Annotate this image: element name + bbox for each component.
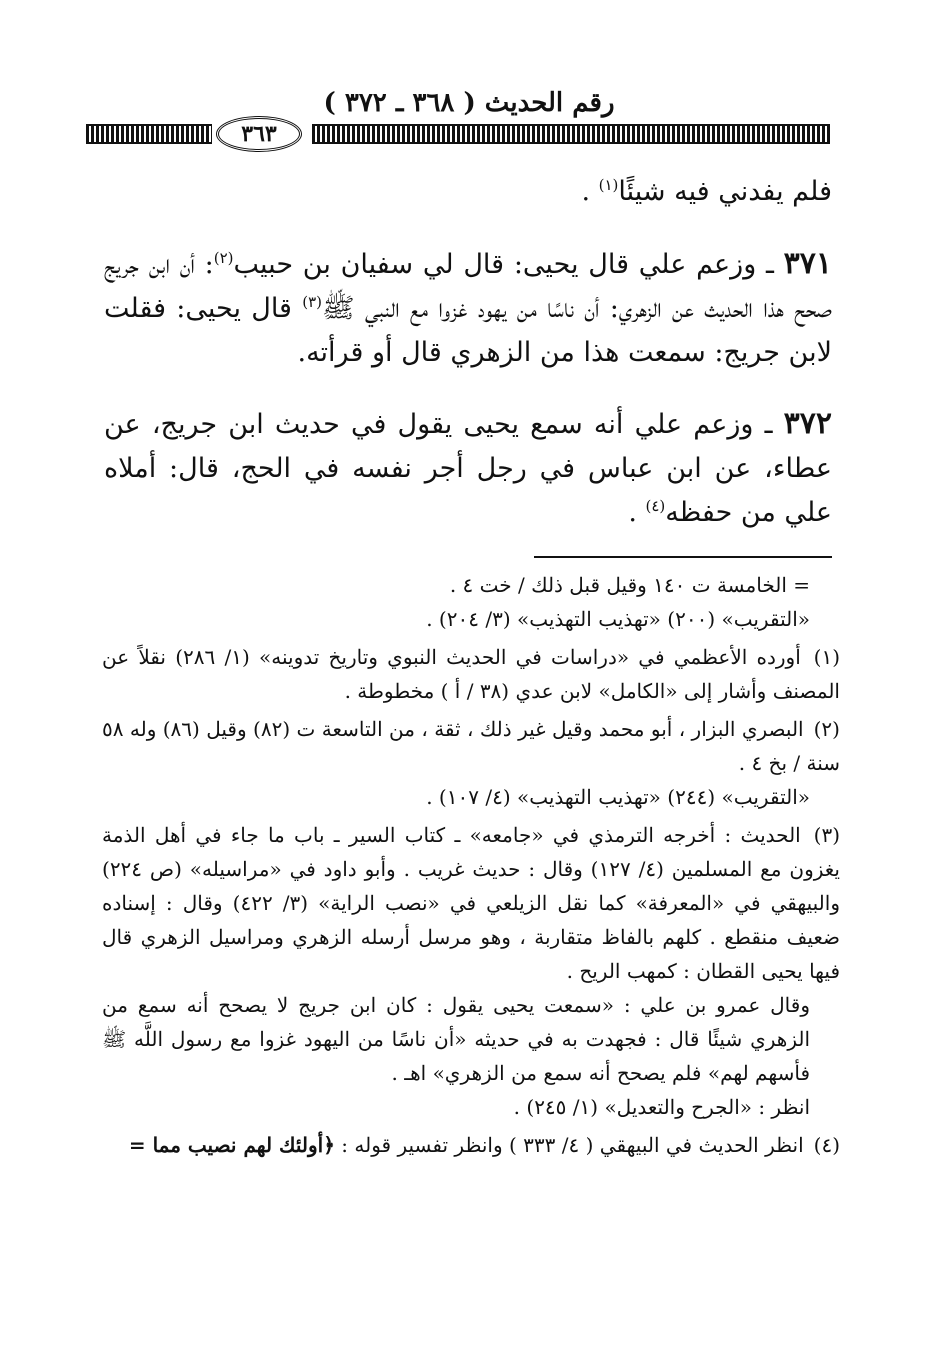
footnote-line: انظر : «الجرح والتعديل» (١/ ٢٤٥) . — [513, 1095, 810, 1119]
footnote-3 — [102, 818, 840, 1124]
footnote-separator — [534, 556, 832, 558]
header-rule-left — [86, 124, 212, 144]
footnote-line: «التقريب» (٢٤٤) «تهذيب التهذيب» (٤/ ١٠٧) . — [426, 785, 810, 809]
hadith-number: ٣٧١ — [783, 246, 832, 281]
footnote-ref: (٣) — [302, 293, 322, 311]
footnote-ref: (٤) — [645, 497, 666, 515]
paragraph-text: ـ وزعم علي أنه سمع يحيى يقول في حديث ابن جريج، عن عطاء، عن ابن عباس في رجل أجر نفسه في الحج، قال: أملاه علي من حفظه — [104, 409, 832, 528]
footnote-line: = الخامسة ت ١٤٠ وقيل قبل ذلك / خت ٤ . — [449, 573, 810, 597]
footnote-4 — [102, 1128, 840, 1162]
footnote-label: (٣) — [813, 823, 841, 847]
paragraph-text: . — [581, 176, 599, 207]
footnote-line: «التقريب» (٢٠٠) «تهذيب التهذيب» (٣/ ٢٠٤) . — [426, 607, 810, 631]
hadith-number: ٣٧٢ — [783, 406, 832, 441]
paragraph-text: فلم يفدني فيه شيئًا — [618, 176, 832, 207]
footnote-ref: (٢) — [213, 249, 234, 267]
footnote-line: وقال عمرو بن علي : «سمعت يحيى يقول : كان ابن جريج لا يصحح أنه سمع من الزهري شيئًا قال : فجهدت به في حديثه «أن ناسًا من اليهود غزوا مع رسول اللَّه ﷺ فأسهم لهم» فلم يصحح أنه سمع من الزهري» اهـ . — [102, 993, 810, 1085]
footnote-text: البصري البزار ، أبو محمد وقيل غير ذلك ، ثقة ، من التاسعة ت (٨٢) وقيل (٨٦) وله ٥٨ سنة / بخ ٤ . — [102, 717, 840, 775]
footnote-2 — [102, 712, 840, 814]
hadith-371 — [104, 242, 832, 375]
footnote-text: انظر الحديث في البيهقي ( ٤/ ٣٣٣ ) وانظر تفسير قوله : — [334, 1133, 804, 1157]
footnote-text: الحديث : أخرجه الترمذي في «جامعه» ـ كتاب السير ـ باب ما جاء في أهل الذمة يغزون مع المسلمين (٤/ ١٢٧) وقال : حديث غريب . وأبو داود في «مراسيله» (ص ٢٢٤) والبيهقي في «المعرفة» كما نقل الزيلعي في «نصب الراية» (٣/ ٤٢٢) وقال : إسناده ضعيف منقطع . كلهم بالفاظ متقاربة ، وهو مرسل أرسله الزهري ومراسيل الزهري قال فيها يحيى القطان : كمهب الريح . — [102, 823, 840, 983]
paragraph-text: ـ وزعم علي قال يحيى: قال لي سفيان بن حبيب — [233, 249, 784, 280]
running-head: رقم الحديث ( ٣٦٨ ـ ٣٧٢ ) — [323, 88, 615, 118]
header-rule-right — [312, 124, 830, 144]
footnotes — [102, 568, 840, 1166]
paragraph-continuation — [104, 170, 832, 214]
hadith-372 — [104, 402, 832, 535]
footnote-continuation — [102, 568, 840, 636]
footnote-text: أورده الأعظمي في «دراسات في الحديث النبوي وتاريخ تدوينه» (١/ ٢٨٦) نقلاً عن المصنف وأشار إلى «الكامل» لابن عدي (٣٨ / أ ) مخطوطة . — [102, 645, 840, 703]
paragraph-text: : أن ابن جريج صحح هذا الحديث عن الزهري: أن ناسًا من يهود غزوا مع النبي ﷺ — [104, 249, 832, 324]
page-number: ٣٦٣ — [216, 116, 302, 152]
footnote-label: (٤) — [813, 1133, 840, 1157]
footnote-ref: (١) — [598, 176, 619, 194]
footnote-label: (٢) — [813, 717, 840, 741]
paragraph-text: . — [628, 497, 646, 528]
paragraph-text: قال يحيى: فقلت لابن جريج: سمعت هذا من الزهري قال أو قرأته. — [104, 293, 832, 368]
quran-quote: ﴿أولئك لهم نصيب مما = — [128, 1133, 335, 1157]
footnote-label: (١) — [813, 645, 841, 669]
footnote-1 — [102, 640, 840, 708]
